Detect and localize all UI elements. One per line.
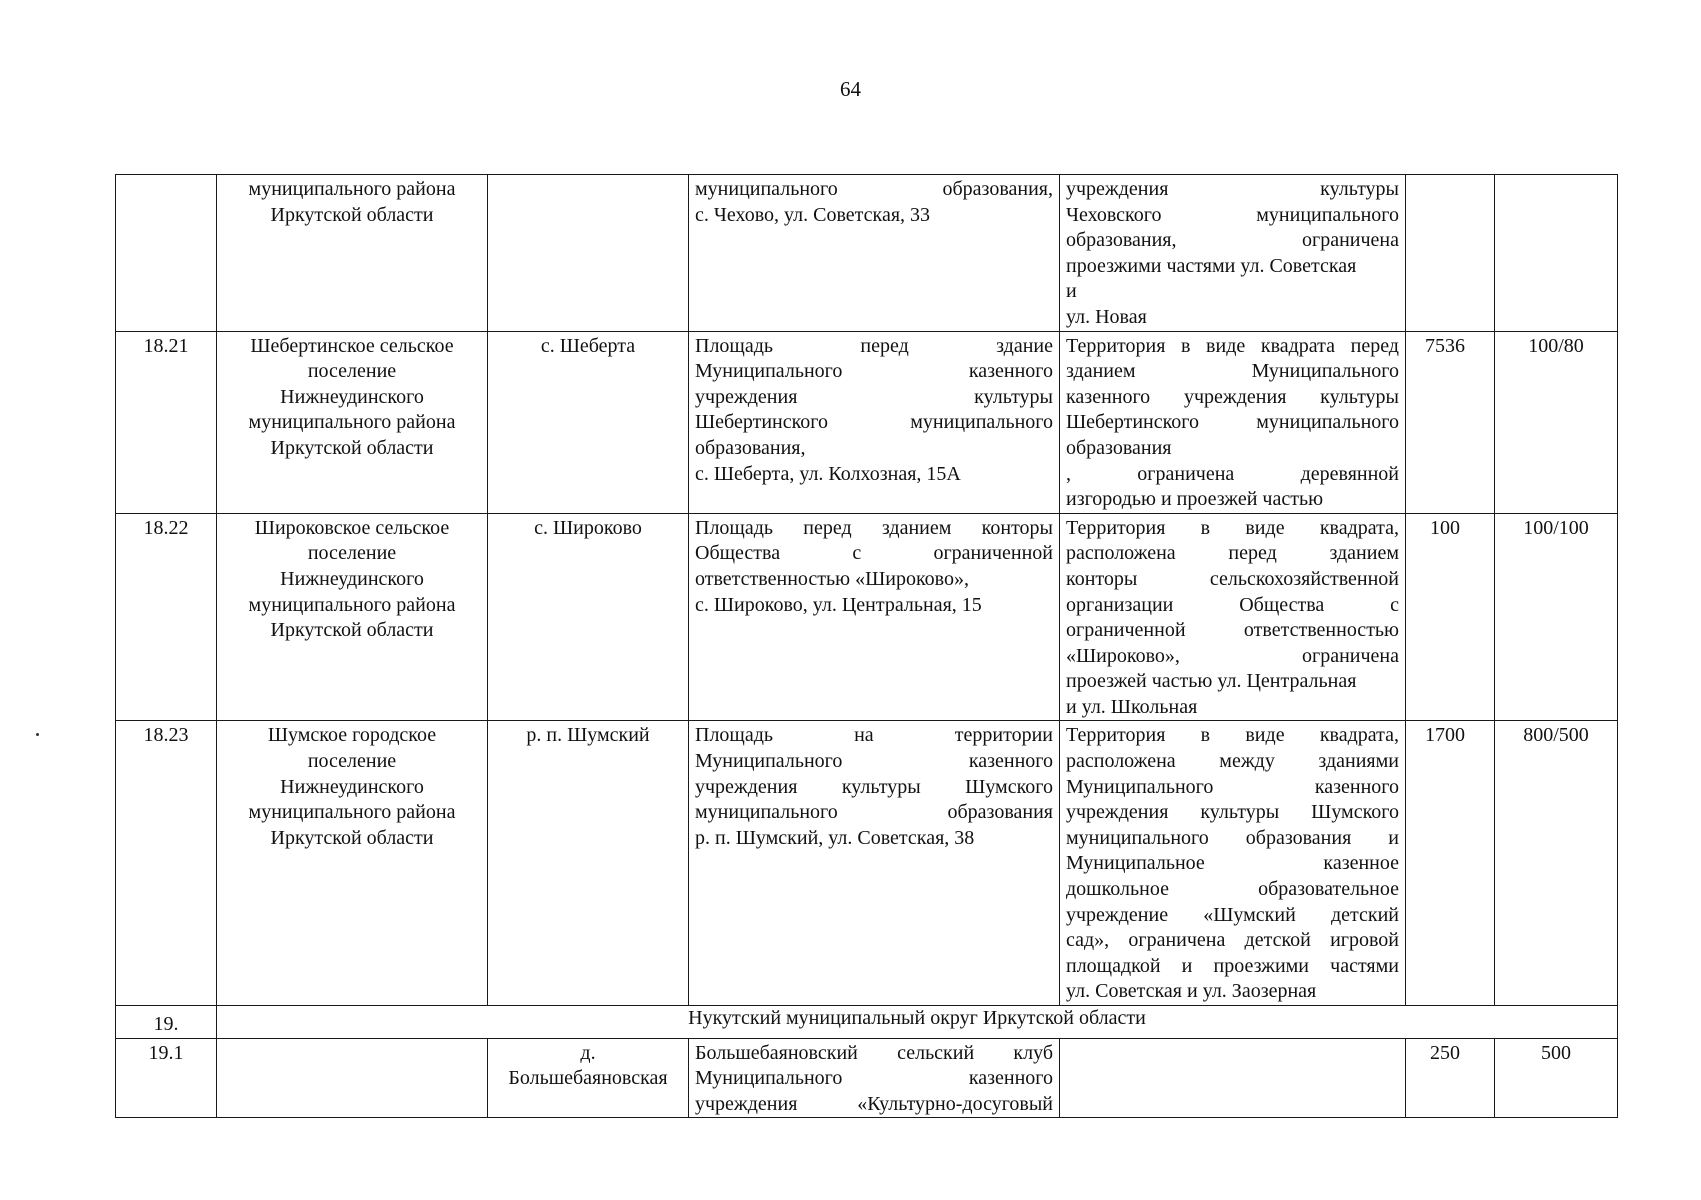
description-line: Муниципальное казенное [1066, 852, 1399, 875]
size-cell [1495, 513, 1618, 721]
section-number-cell [116, 1006, 217, 1039]
section-number: 19. [153, 1013, 179, 1035]
description-line: Шебертинского муниципального [1066, 411, 1399, 434]
municipality-line: Шебертинское сельское [250, 334, 454, 357]
municipality-cell [217, 175, 488, 332]
description-line: дошкольное образовательное [1066, 878, 1399, 901]
description-line: ограниченной ответственностью [1066, 619, 1399, 642]
description-line: образования [1066, 436, 1172, 459]
location-line: Муниципального казенного [695, 360, 1053, 383]
description-line: казенного учреждения культуры [1066, 385, 1399, 408]
row-number: 18.21 [143, 334, 189, 357]
venues-table [115, 174, 1618, 1118]
municipality-line: муниципального района [248, 593, 456, 616]
row-number: 19.1 [148, 1041, 184, 1064]
row-number-cell [116, 175, 217, 332]
location-line: р. п. Шумский, ул. Советская, 38 [695, 826, 975, 849]
location-line: учреждения культуры [695, 385, 1053, 408]
area-value: 250 [1430, 1041, 1460, 1064]
settlement-cell [488, 721, 689, 1006]
table-row [116, 175, 1618, 332]
description-cell [1060, 721, 1406, 1006]
row-number: 18.22 [143, 516, 189, 539]
table-row [116, 331, 1618, 513]
settlement-line: с. Шеберта [540, 334, 636, 357]
area-cell [1406, 331, 1495, 513]
description-line: «Широково», ограничена [1066, 644, 1399, 667]
description-line: расположена перед зданием [1066, 542, 1399, 565]
municipality-line: Иркутской области [270, 436, 434, 459]
section-title: Нукутский муниципальный округ Иркутской области [688, 1007, 1146, 1029]
location-line: с. Широково, ул. Центральная, 15 [695, 593, 982, 616]
municipality-line: поселение [307, 750, 397, 773]
description-cell [1060, 175, 1406, 332]
settlement-cell [488, 513, 689, 721]
description-line: конторы сельскохозяйственной [1066, 567, 1399, 590]
municipality-line: Иркутской области [270, 203, 434, 226]
table-row [116, 513, 1618, 721]
description-line: ул. Новая [1066, 305, 1147, 328]
location-cell [689, 175, 1060, 332]
location-line: Шебертинского муниципального [695, 411, 1053, 434]
scan-speck [36, 733, 39, 736]
row-number: 18.23 [143, 724, 189, 747]
location-line: Муниципального казенного [695, 750, 1053, 773]
description-line: площадкой и проезжими частями [1066, 954, 1399, 977]
area-cell [1406, 175, 1495, 332]
municipality-line: муниципального района [248, 411, 456, 434]
settlement-cell [488, 175, 689, 332]
location-line: муниципального образования [695, 801, 1053, 824]
location-cell [689, 331, 1060, 513]
area-value: 1700 [1425, 724, 1465, 747]
location-line: с. Чехово, ул. Советская, 33 [695, 203, 931, 226]
location-line: Площадь перед здание [695, 334, 1053, 357]
location-cell [689, 1038, 1060, 1118]
description-line: зданием Муниципального [1066, 360, 1399, 383]
row-number-cell [116, 1038, 217, 1118]
municipality-line: поселение [307, 360, 397, 383]
description-line: проезжей частью ул. Центральная [1066, 670, 1357, 693]
location-line: Общества с ограниченной [695, 542, 1053, 565]
size-value: 100/100 [1523, 516, 1589, 539]
description-cell [1060, 331, 1406, 513]
description-cell [1060, 513, 1406, 721]
municipality-cell [217, 1038, 488, 1118]
size-value: 500 [1541, 1041, 1571, 1064]
size-cell [1495, 721, 1618, 1006]
description-cell [1060, 1038, 1406, 1118]
municipality-line: Нижнеудинского [280, 775, 424, 798]
settlement-line: с. Широково [534, 516, 642, 539]
area-cell [1406, 1038, 1495, 1118]
size-value: 800/500 [1523, 724, 1589, 747]
description-line: образования, ограничена [1066, 229, 1399, 252]
municipality-line: Иркутской области [270, 826, 434, 849]
municipality-line: муниципального района [248, 801, 456, 824]
description-line: учреждение «Шумский детский [1066, 903, 1399, 926]
municipality-line: Нижнеудинского [280, 385, 424, 408]
size-value: 100/80 [1528, 334, 1584, 357]
municipality-line: Нижнеудинского [280, 567, 424, 590]
settlement-cell [488, 1038, 689, 1118]
location-line: Площадь перед зданием конторы [695, 516, 1053, 539]
area-cell [1406, 513, 1495, 721]
table-row [116, 721, 1618, 1006]
location-line: с. Шеберта, ул. Колхозная, 15А [695, 462, 961, 485]
location-cell [689, 721, 1060, 1006]
size-cell [1495, 175, 1618, 332]
municipality-line: Широковское сельское [254, 516, 450, 539]
location-line: Муниципального казенного [695, 1067, 1053, 1090]
municipality-line: Шумское городское [267, 724, 437, 747]
municipality-line: муниципального района [248, 178, 456, 200]
size-cell [1495, 1038, 1618, 1118]
municipality-cell [217, 513, 488, 721]
row-number-cell [116, 721, 217, 1006]
section-title-cell [217, 1006, 1618, 1039]
location-line: учреждения «Культурно-досуговый [695, 1092, 1053, 1115]
row-number-cell [116, 513, 217, 721]
description-line: и ул. Школьная [1066, 695, 1198, 718]
table-body [116, 175, 1618, 1118]
description-line: организации Общества с [1066, 593, 1399, 616]
location-line: Большебаяновский сельский клуб [695, 1041, 1053, 1064]
size-cell [1495, 331, 1618, 513]
description-line: расположена между зданиями [1066, 750, 1399, 773]
description-line: проезжими частями ул. Советская [1066, 254, 1357, 277]
municipality-cell [217, 721, 488, 1006]
settlement-cell [488, 331, 689, 513]
description-line: Муниципального казенного [1066, 775, 1399, 798]
table-row [116, 1038, 1618, 1118]
area-value: 7536 [1425, 334, 1465, 357]
location-line: муниципального образования, [695, 178, 1053, 200]
location-cell [689, 513, 1060, 721]
municipality-cell [217, 331, 488, 513]
row-number-cell [116, 331, 217, 513]
location-line: ответственностью «Широково», [695, 567, 969, 590]
description-line: , ограничена деревянной [1066, 462, 1399, 485]
area-cell [1406, 721, 1495, 1006]
description-line: Территория в виде квадрата, [1066, 724, 1399, 747]
location-line: учреждения культуры Шумского [695, 775, 1053, 798]
settlement-line: Большебаяновская [508, 1067, 668, 1090]
description-line: учреждения культуры Шумского [1066, 801, 1399, 824]
settlement-line: р. п. Шумский [526, 724, 650, 747]
description-line: сад», ограничена детской игровой [1066, 929, 1399, 952]
area-value: 100 [1430, 516, 1460, 539]
description-line: Территория в виде квадрата перед [1066, 334, 1399, 357]
description-line: учреждения культуры [1066, 178, 1399, 200]
section-row [116, 1006, 1618, 1039]
page-number: 64 [840, 77, 861, 101]
description-line: изгородью и проезжей частью [1066, 488, 1324, 511]
location-line: образования, [695, 436, 806, 459]
location-line: Площадь на территории [695, 724, 1053, 747]
description-line: муниципального образования и [1066, 826, 1399, 849]
description-line: Территория в виде квадрата, [1066, 516, 1399, 539]
description-line: Чеховского муниципального [1066, 203, 1399, 226]
description-line: ул. Советская и ул. Заозерная [1066, 980, 1317, 1003]
description-line: и [1066, 280, 1077, 303]
settlement-line: д. [580, 1041, 596, 1064]
municipality-line: Иркутской области [270, 619, 434, 642]
municipality-line: поселение [307, 542, 397, 565]
